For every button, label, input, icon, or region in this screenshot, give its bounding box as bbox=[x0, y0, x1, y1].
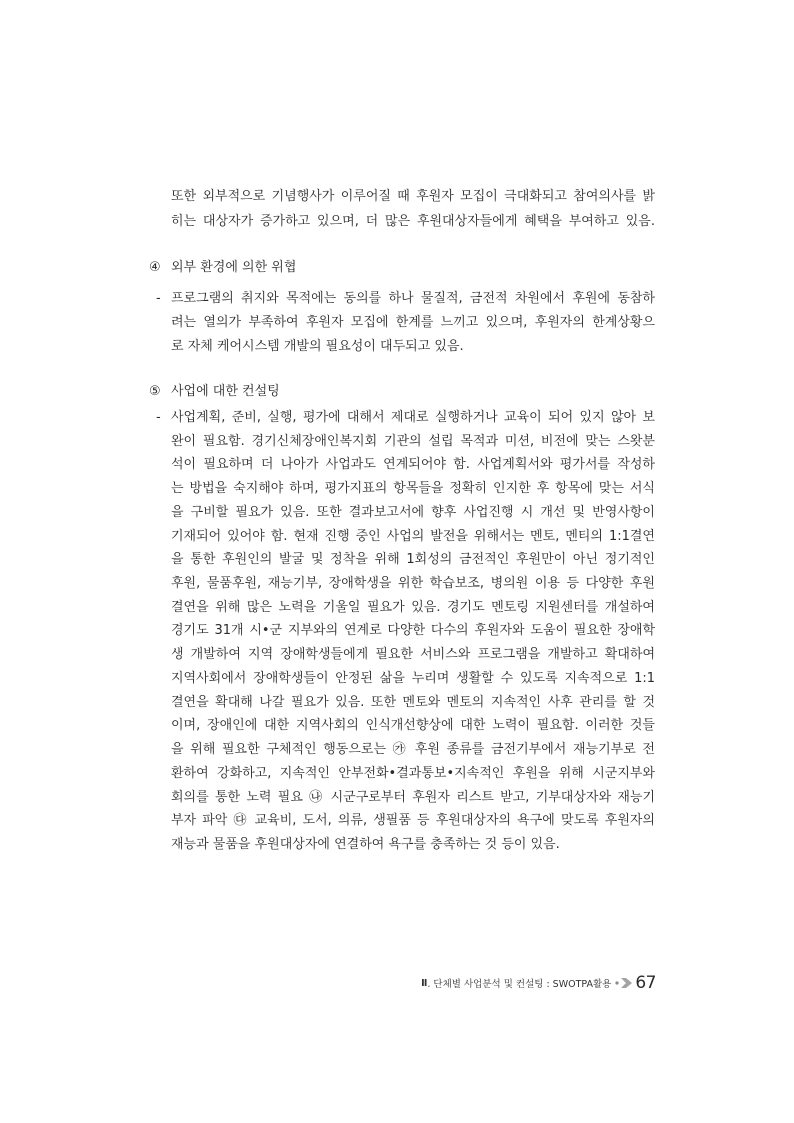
page-number: 67 bbox=[635, 973, 656, 993]
body-text-line: 히는 대상자가 증가하고 있으며, 더 많은 후원대상자들에게 혜택을 부여하고 있음. bbox=[171, 214, 655, 229]
body-text-line: 이며, 장애인에 대한 지역사회의 인식개선향상에 대한 노력이 필요함. 이러한 것들 bbox=[171, 718, 655, 734]
body-text-line: 사업계획, 준비, 실행, 평가에 대해서 제대로 실행하거나 교육이 되어 있지 않아 보 bbox=[171, 410, 655, 425]
body-text-line: 는 방법을 숙지해야 하며, 평가지표의 항목들을 정확히 인지한 후 항목에 맞는 서식 bbox=[171, 481, 655, 497]
chapter-number: Ⅱ bbox=[421, 977, 428, 989]
section-body bbox=[171, 406, 655, 857]
section-heading bbox=[149, 256, 296, 280]
body-text-line: 기재되어 있어야 함. 현재 진행 중인 사업의 발전을 위해서는 멘토, 멘티의 1:1결연 bbox=[171, 528, 655, 544]
section-title: 외부 환경에 의한 위협 bbox=[171, 260, 297, 275]
body-text-line: 을 위해 필요한 구체적인 행동으로는 ㉮ 후원 종류를 금전기부에서 재능기부로 전 bbox=[171, 742, 655, 758]
body-text-line: 후원, 물품후원, 재능기부, 장애학생을 위한 학습보조, 병의원 이용 등 다양한 후원 bbox=[171, 576, 655, 592]
intro-paragraph bbox=[171, 184, 655, 234]
body-text-line: 재능과 물품을 후원대상자에 연결하여 욕구를 충족하는 것 등이 있음. bbox=[171, 836, 560, 852]
page-footer bbox=[421, 972, 656, 994]
section-number: ④ bbox=[149, 260, 161, 275]
body-text-line: 을 통한 후원인의 발굴 및 정착을 위해 1회성의 금전적인 후원만이 아닌 정기적인 bbox=[171, 552, 655, 568]
body-text-line: 프로그램의 취지와 목적에는 동의를 하나 물질적, 금전적 차원에서 후원에 동참하 bbox=[171, 291, 655, 306]
body-text-line: 환하여 강화하고, 지속적인 안부전화•결과통보•지속적인 후원을 위해 시군지부와 bbox=[171, 765, 655, 781]
body-text-line: 부자 파악 ㉰ 교육비, 도서, 의류, 생필품 등 후원대상자의 욕구에 맞도록 후원자의 bbox=[171, 813, 655, 829]
body-text-line: 또한 외부적으로 기념행사가 이루어질 때 후원자 모집이 극대화되고 참여의사를 밝 bbox=[171, 189, 655, 204]
body-text-line: 석이 필요하며 더 나아가 사업과도 연계되어야 함. 사업계획서와 평가서를 작성하 bbox=[171, 457, 655, 473]
body-text-line: 결연을 확대해 나갈 필요가 있음. 또한 멘토와 멘토의 지속적인 사후 관리를 할 것 bbox=[171, 694, 655, 710]
body-text-line: 려는 열의가 부족하여 후원자 모집에 한계를 느끼고 있으며, 후원자의 한계상황으 bbox=[171, 315, 655, 330]
chapter-title: . 단체별 사업분석 및 컨설팅 : SWOTPA활용 bbox=[427, 979, 612, 990]
section-body bbox=[171, 287, 655, 359]
body-text-line: 로 자체 케어시스템 개발의 필요성이 대두되고 있음. bbox=[171, 339, 464, 354]
chevron-right-icon bbox=[615, 978, 632, 988]
body-text-line: 지역사회에서 장애학생들이 안정된 삶을 누리며 생활할 수 있도록 지속적으로 1:1 bbox=[171, 670, 655, 686]
list-bullet: - bbox=[156, 291, 161, 306]
section-heading bbox=[149, 380, 280, 404]
body-text-line: 경기도 31개 시•군 지부와의 연계로 다양한 다수의 후원자와 도움이 필요한 장애학 bbox=[171, 623, 655, 639]
section-number: ⑤ bbox=[149, 384, 161, 399]
body-text-line: 회의를 통한 노력 필요 ㉯ 시군구로부터 후원자 리스트 받고, 기부대상자와 재능기 bbox=[171, 789, 655, 805]
list-bullet: - bbox=[156, 410, 161, 425]
body-text-line: 결연을 위해 많은 노력을 기울일 필요가 있음. 경기도 멘토링 지원센터를 개설하여 bbox=[171, 599, 655, 615]
section-title: 사업에 대한 컨설팅 bbox=[171, 384, 280, 399]
body-text-line: 완이 필요함. 경기신체장애인복지회 기관의 설립 목적과 미션, 비전에 맞는 스왓분 bbox=[171, 433, 655, 449]
body-text-line: 생 개발하여 지역 장애학생들에게 필요한 서비스와 프로그램을 개발하고 확대하여 bbox=[171, 647, 655, 663]
body-text-line: 을 구비할 필요가 있음. 또한 결과보고서에 향후 사업진행 시 개선 및 반영사항이 bbox=[171, 504, 655, 520]
